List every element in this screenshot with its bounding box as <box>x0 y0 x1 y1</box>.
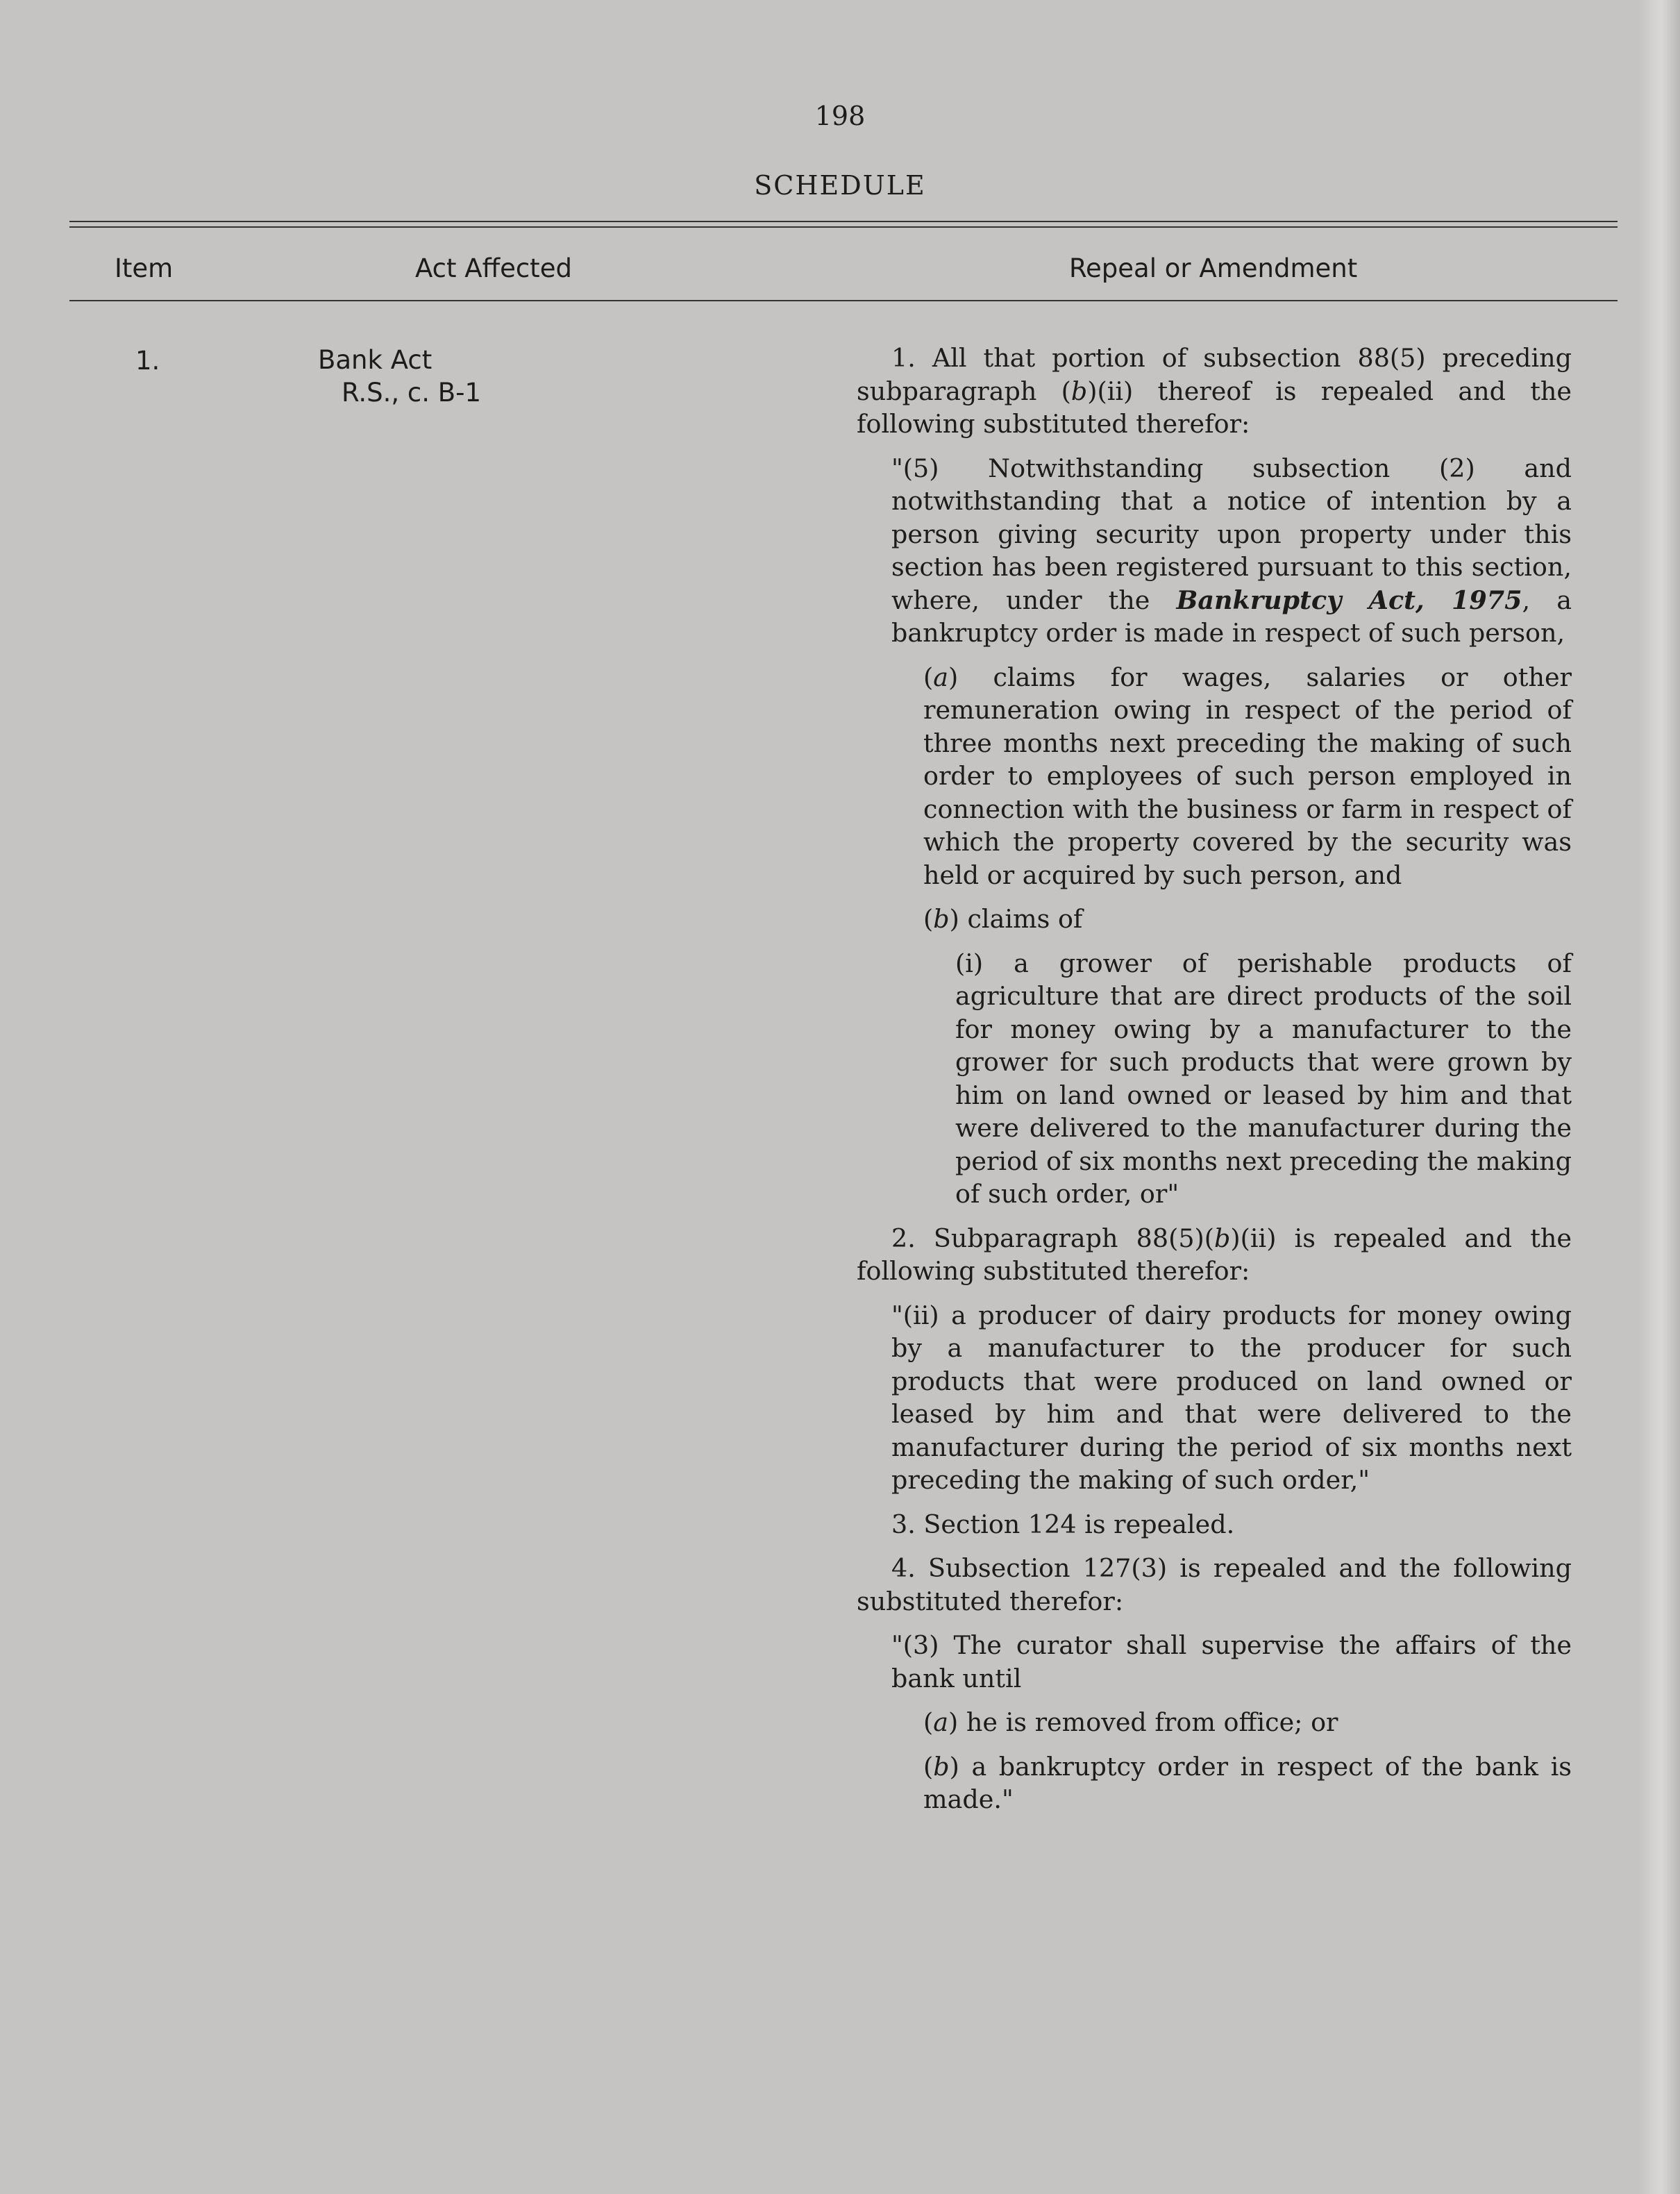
column-header-act: Act Affected <box>415 253 572 283</box>
amendment-paragraph: 1. All that portion of subsection 88(5) preceding subparagraph (b)(ii) thereof is repealed and the following substituted therefor: <box>857 343 1572 439</box>
amendment-paragraph: 2. Subparagraph 88(5)(b)(ii) is repealed and the following substituted therefor: <box>857 1223 1572 1286</box>
page-edge-shadow <box>1638 0 1680 2194</box>
amendment-paragraph: (b) claims of <box>923 904 1083 934</box>
amendment-paragraph: (b) a bankruptcy order in respect of the bank is made." <box>923 1751 1572 1814</box>
act-reference: R.S., c. B-1 <box>342 378 482 408</box>
page-number: 198 <box>814 101 866 131</box>
amendment-paragraph: "(3) The curator shall supervise the affairs of the bank until <box>891 1630 1572 1693</box>
act-name: Bank Act <box>318 345 432 375</box>
header-top-rule <box>69 221 1618 228</box>
amendment-text <box>857 342 1572 1827</box>
column-header-amendment: Repeal or Amendment <box>1069 253 1358 283</box>
column-header-item: Item <box>115 253 174 283</box>
schedule-title: SCHEDULE <box>754 170 926 201</box>
amendment-paragraph: (i) a grower of perishable products of agriculture that are direct products of the soil for money owing by a manufacturer to the grower for such products that were grown by him on land owned or leased by him and that were delivered to the manufacturer during the period of six months next preceding the making of such order, or" <box>955 948 1572 1209</box>
item-number: 1. <box>135 346 160 376</box>
amendment-paragraph: (a) he is removed from office; or <box>923 1707 1338 1737</box>
act-affected <box>318 344 481 409</box>
header-bottom-rule <box>69 300 1618 301</box>
amendment-paragraph: 3. Section 124 is repealed. <box>891 1509 1235 1539</box>
amendment-paragraph: 4. Subsection 127(3) is repealed and the following substituted therefor: <box>857 1553 1572 1616</box>
amendment-paragraph: (a) claims for wages, salaries or other remuneration owing in respect of the period of three months next preceding the making of such order to employees of such person employed in connection with the business or farm in respect of which the property covered by the security was held or acquired by such person, and <box>923 662 1572 890</box>
amendment-paragraph: "(5) Notwithstanding subsection (2) and notwithstanding that a notice of intention by a person giving security upon property under this section has been registered pursuant to this section, where, under the Bankruptcy Act, 1975, a bankruptcy order is made in respect of such person, <box>891 453 1572 648</box>
amendment-paragraph: "(ii) a producer of dairy products for money owing by a manufacturer to the producer for such products that were produced on land owned or leased by him and that were delivered to the manufacturer during the period of six months next preceding the making of such order," <box>891 1300 1572 1495</box>
